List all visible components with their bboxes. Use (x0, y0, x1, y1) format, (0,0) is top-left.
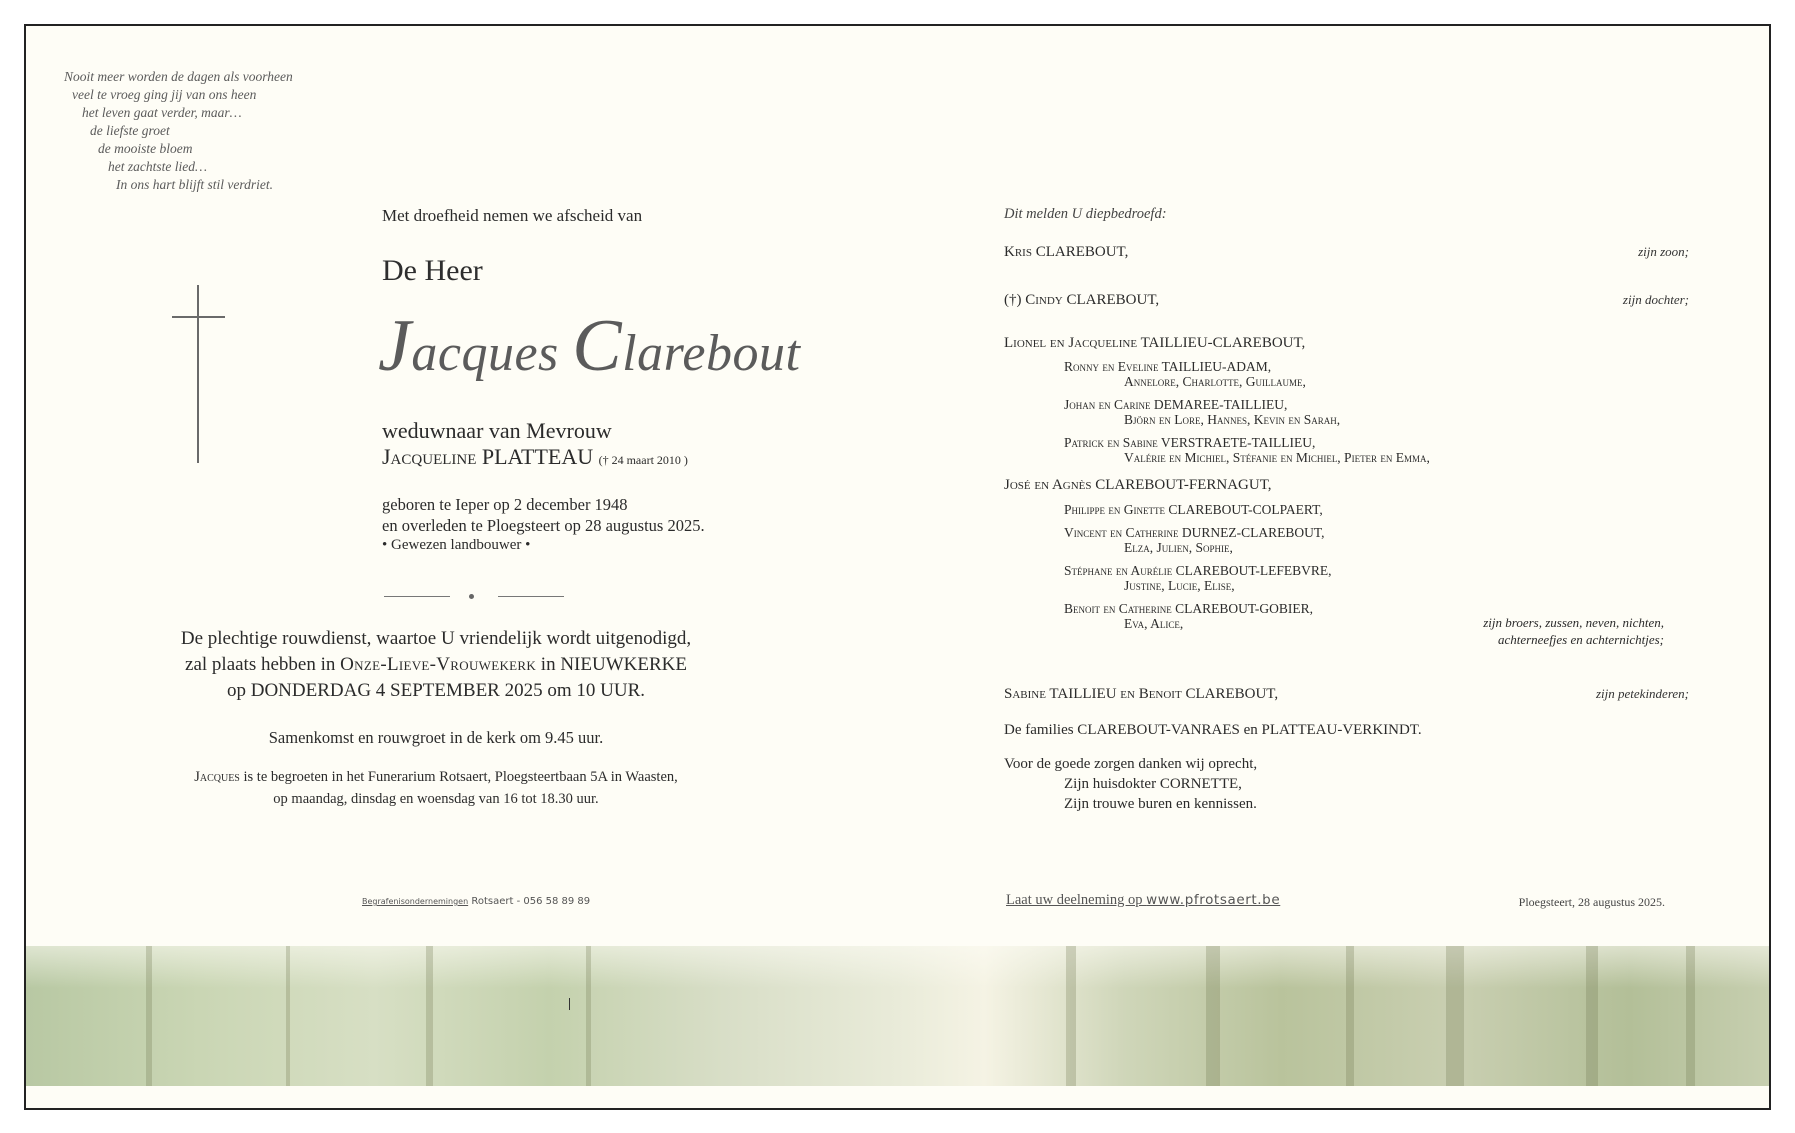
service-details (166, 626, 706, 704)
occupation: • Gewezen landbouwer • (382, 537, 531, 553)
website-link[interactable]: www.pfrotsaert.be (1146, 892, 1281, 908)
family-row: José en Agnès CLAREBOUT-FERNAGUT, (1004, 477, 1272, 493)
church-name: Onze-Lieve-Vrouwekerk (340, 654, 537, 675)
deceased-name (378, 304, 800, 389)
family-subrow: Benoit en Catherine CLAREBOUT-GOBIER, (1064, 601, 1313, 616)
family-row: (†) Cindy CLAREBOUT, zijn dochter; (1004, 292, 1689, 308)
name-rest: acques (411, 325, 559, 382)
obituary-card (24, 24, 1771, 1110)
forest-background (26, 946, 1769, 1086)
place-date: Ploegsteert, 28 augustus 2025. (1518, 895, 1665, 909)
meeting-note: Samenkomst en rouwgroet in de kerk om 9.45 uur. (268, 728, 604, 747)
cross-icon-bar (172, 316, 225, 318)
family-subrow: Stéphane en Aurélie CLAREBOUT-LEFEBVRE, (1064, 563, 1332, 578)
fold-mark (569, 998, 570, 1010)
death-line: en overleden te Ploegsteert op 28 augustus 2025. (382, 516, 705, 535)
cross-icon (197, 285, 199, 463)
undertaker-credit (362, 896, 590, 907)
spouse-name (382, 444, 688, 470)
family-subrow: Vincent en Catherine DURNEZ-CLAREBOUT, (1064, 525, 1325, 540)
name-initial: J (378, 305, 412, 387)
family-subrow: Johan en Carine DEMAREE-TAILLIEU, (1064, 397, 1288, 412)
undertaker-label: Begrafenisondernemingen (362, 897, 469, 906)
family-row: Kris CLAREBOUT, zijn zoon; (1004, 244, 1689, 260)
spouse-name-text: Jacqueline PLATTEAU (382, 444, 594, 469)
poem-line: de liefste groet (90, 123, 170, 138)
poem (64, 68, 293, 194)
intro-text: Met droefheid nemen we afscheid van (382, 206, 643, 225)
poem-line: de mooiste bloem (98, 141, 193, 156)
widow-line: weduwnaar van Mevrouw (382, 418, 612, 443)
family-children: Elza, Julien, Sophie, (1124, 540, 1233, 555)
ornament-divider (384, 592, 564, 602)
visit-line: Jacques is te begroeten in het Funerarium Rotsaert, Ploegsteertbaan 5A in Waasten, (194, 769, 678, 785)
family-row: Lionel en Jacqueline TAILLIEU-CLAREBOUT, (1004, 335, 1306, 351)
relation-label: zijn zoon; (1638, 244, 1689, 259)
announcement-heading: Dit melden U diepbedroefd: (1004, 206, 1167, 222)
family-children: Valérie en Michiel, Stéfanie en Michiel, Pieter en Emma, (1124, 450, 1430, 465)
poem-line: het leven gaat verder, maar… (82, 105, 242, 120)
thanks-block: Voor de goede zorgen danken wij oprecht, Zijn huisdokter CORNETTE, Zijn trouwe buren en kennissen. (1004, 756, 1258, 812)
family-children: Annelore, Charlotte, Guillaume, (1124, 374, 1306, 389)
family-row: Sabine TAILLIEU en Benoit CLAREBOUT, zijn petekinderen; (1004, 686, 1689, 702)
family-subrow: Ronny en Eveline TAILLIEU-ADAM, (1064, 359, 1272, 374)
service-time: 10 UUR (576, 680, 641, 701)
families-line: De families CLAREBOUT-VANRAES en PLATTEAU-VERKINDT. (1004, 722, 1422, 738)
condolence-link[interactable]: Laat uw deelneming op www.pfrotsaert.be (1006, 892, 1281, 908)
town-name: NIEUWKERKE (560, 654, 687, 675)
family-children: Justine, Lucie, Elise, (1124, 578, 1235, 593)
spouse-death-date: († 24 maart 2010 ) (598, 453, 688, 467)
service-line: op DONDERDAG 4 SEPTEMBER 2025 om 10 UUR. (226, 680, 646, 701)
name-rest: larebout (622, 325, 801, 382)
birth-line: geboren te Ieper op 2 december 1948 (382, 495, 628, 514)
name-initial: C (572, 305, 623, 387)
visit-line: op maandag, dinsdag en woensdag van 16 tot 18.30 uur. (273, 791, 599, 807)
service-line: De plechtige rouwdienst, waartoe U vriendelijk wordt uitgenodigd, (180, 628, 692, 649)
family-children: Eva, Alice, (1124, 616, 1184, 631)
poem-line: het zachtste lied… (108, 159, 207, 174)
undertaker-name: Rotsaert - 056 58 89 89 (471, 896, 591, 907)
life-dates (382, 494, 705, 536)
family-children: Björn en Lore, Hannes, Kevin en Sarah, (1124, 412, 1341, 427)
poem-line: Nooit meer worden de dagen als voorheen (64, 69, 293, 84)
honorific: De Heer (382, 254, 483, 287)
family-subrow: Patrick en Sabine VERSTRAETE-TAILLIEU, (1064, 435, 1316, 450)
service-date: DONDERDAG 4 SEPTEMBER 2025 (250, 680, 543, 701)
service-line: zal plaats hebben in Onze-Lieve-Vrouwekerk in NIEUWKERKE (185, 654, 687, 675)
relation-label: zijn broers, zussen, neven, nichten, achterneefjes en achternichtjes; (1483, 615, 1664, 647)
relation-label: zijn petekinderen; (1595, 686, 1689, 701)
poem-line: veel te vroeg ging jij van ons heen (72, 87, 257, 102)
poem-line: In ons hart blijft stil verdriet. (116, 177, 273, 192)
visitation-info (166, 766, 706, 810)
family-subrow: Philippe en Ginette CLAREBOUT-COLPAERT, (1064, 502, 1323, 517)
relation-label: zijn dochter; (1622, 292, 1689, 307)
